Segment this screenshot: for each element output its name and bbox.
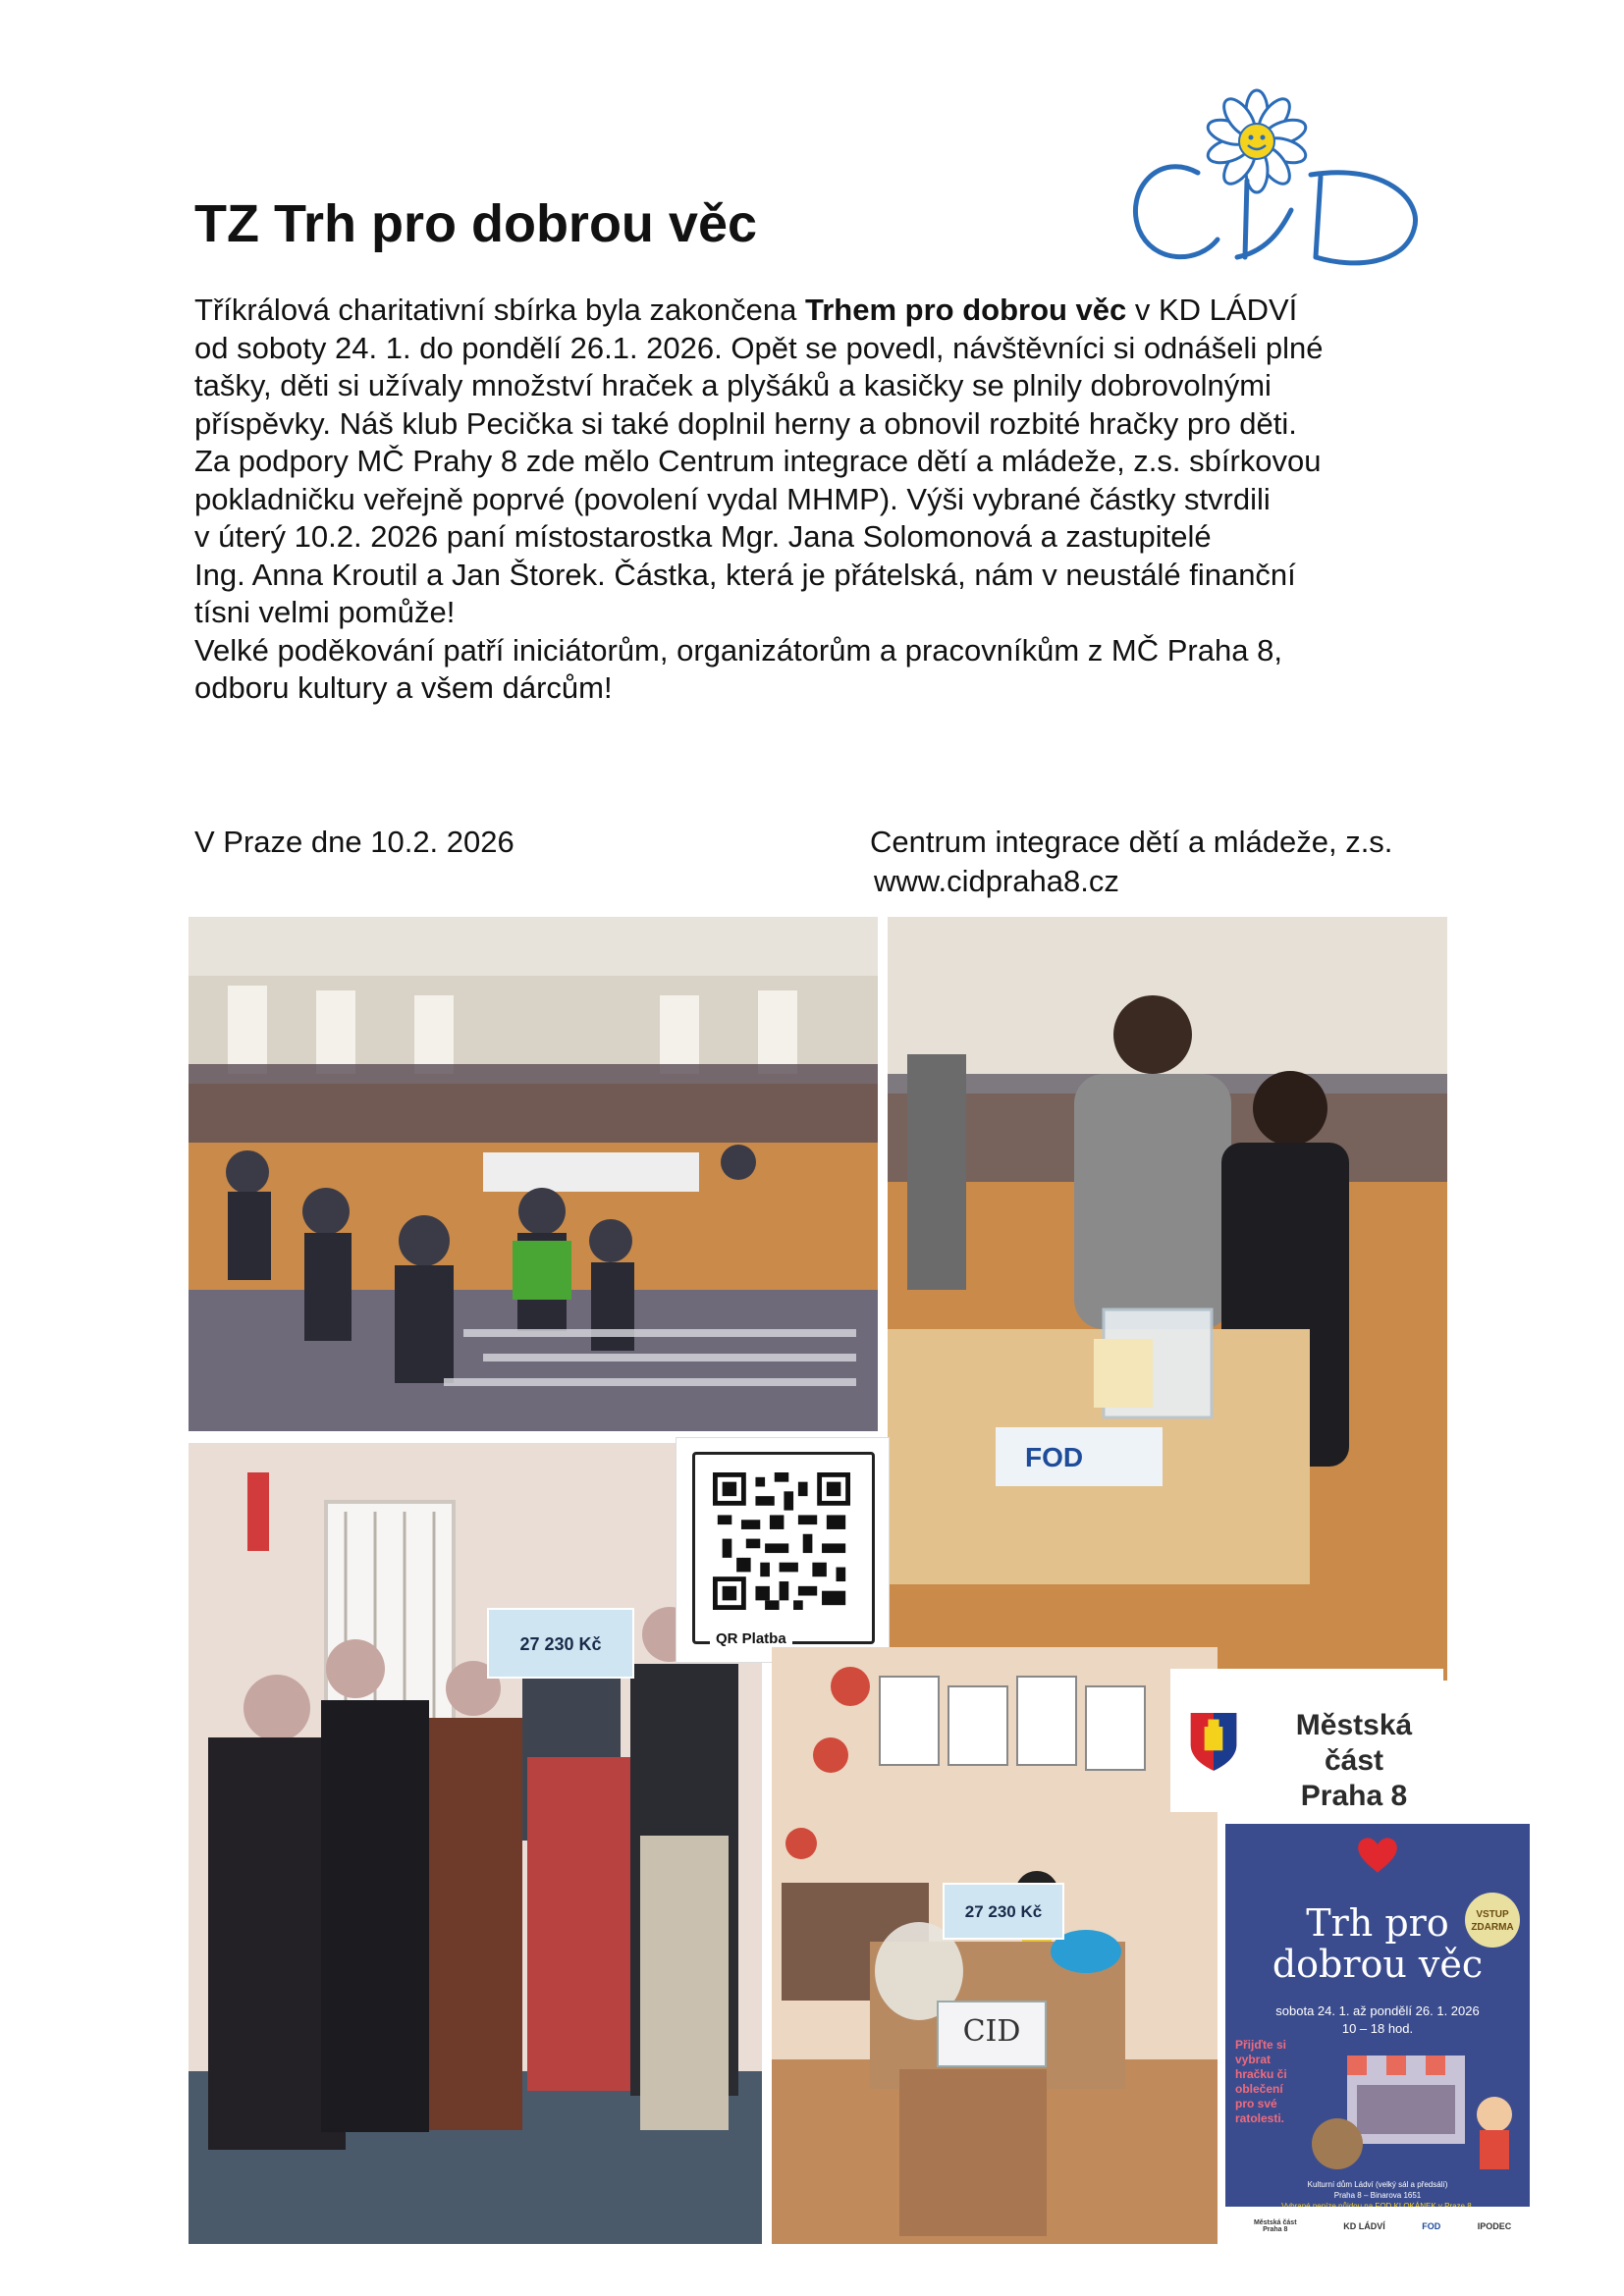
cheque-amount: 27 230 Kč bbox=[964, 1902, 1043, 1921]
photo-donation-box bbox=[888, 917, 1447, 1681]
place-date: V Praze dne 10.2. 2026 bbox=[194, 825, 514, 859]
poster-illustration bbox=[1308, 2046, 1524, 2173]
poster-venue: Kulturní dům Ládví (velký sál a předsálí) Praha 8 – Binarova 1651 bbox=[1307, 2180, 1448, 2200]
partner-logo: FOD bbox=[1422, 2221, 1441, 2231]
event-name: Trhem pro dobrou věc bbox=[805, 293, 1127, 327]
page-title: TZ Trh pro dobrou věc bbox=[194, 194, 758, 253]
qr-payment-card[interactable] bbox=[676, 1437, 890, 1663]
district-logo bbox=[1170, 1669, 1443, 1812]
free-entry-badge: VSTUP ZDARMA bbox=[1465, 1893, 1520, 1948]
photo-market-hall bbox=[189, 917, 878, 1431]
qr-label: QR Platba bbox=[710, 1630, 792, 1647]
poster-title: Trh pro dobrou věc bbox=[1272, 1901, 1484, 1986]
donation-cheque bbox=[487, 1608, 634, 1679]
body-line: od soboty 24. 1. do pondělí 26.1. 2026. Opět se povedl, návštěvníci si odnášeli plné bbox=[194, 330, 1324, 365]
body-line: tísni velmi pomůže! bbox=[194, 595, 456, 629]
body-line: pokladničku veřejně poprvé (povolení vydal MHMP). Výši vybrané částky stvrdili bbox=[194, 481, 1271, 516]
body-line: Ing. Anna Kroutil a Jan Štorek. Částka, která je přátelská, nám v neustálé finanční bbox=[194, 557, 1296, 592]
body-line: Tříkrálová charitativní sbírka byla zakončena Trhem pro dobrou věc v KD LÁDVÍ bbox=[194, 293, 1298, 327]
press-release-body bbox=[194, 292, 1471, 708]
event-poster bbox=[1225, 1824, 1530, 2246]
collection-box-label: CID bbox=[937, 2001, 1047, 2067]
poster-dates: sobota 24. 1. až pondělí 26. 1. 2026 10 – 18 hod. bbox=[1275, 2003, 1480, 2036]
body-line: v úterý 10.2. 2026 paní místostarostka Mgr. Jana Solomonová a zastupitelé bbox=[194, 519, 1212, 554]
district-name: Městská část Praha 8 bbox=[1295, 1709, 1413, 1812]
donation-cheque bbox=[943, 1883, 1064, 1940]
website-link[interactable]: www.cidpraha8.cz bbox=[874, 864, 1119, 898]
qr-code-icon bbox=[713, 1472, 850, 1610]
daisy-icon bbox=[1205, 90, 1309, 192]
partner-logo: KD LÁDVÍ bbox=[1343, 2221, 1385, 2231]
poster-invitation: Přijďte si vybrat hračku či oblečení pro své ratolesti. bbox=[1235, 2038, 1287, 2125]
body-line: odboru kultury a všem dárcům! bbox=[194, 670, 613, 705]
cid-logo bbox=[1119, 82, 1434, 279]
body-line: tašky, děti si užívaly množství hraček a plyšáků a kasičky se plnily dobrovolnými bbox=[194, 368, 1272, 402]
partner-logo: IPODEC bbox=[1477, 2221, 1512, 2231]
coat-of-arms-icon bbox=[1186, 1708, 1241, 1773]
organization-name: Centrum integrace dětí a mládeže, z.s. bbox=[870, 825, 1393, 859]
cheque-amount: 27 230 Kč bbox=[519, 1634, 602, 1654]
poster-partner-logos bbox=[1225, 2207, 1530, 2246]
body-line: Velké poděkování patří iniciátorům, organizátorům a pracovníkům z MČ Praha 8, bbox=[194, 632, 1282, 667]
partner-logo: Městská část Praha 8 bbox=[1253, 2219, 1297, 2233]
body-line: příspěvky. Náš klub Pecička si také doplnil herny a obnovil rozbité hračky pro děti. bbox=[194, 405, 1297, 441]
qr-frame bbox=[692, 1452, 875, 1644]
body-line: Za podpory MČ Prahy 8 zde mělo Centrum integrace dětí a mládeže, z.s. sbírkovou bbox=[194, 444, 1322, 478]
photo-collected-toys bbox=[772, 1647, 1218, 2244]
svg-text:FOD: FOD bbox=[1025, 1442, 1084, 1472]
signature-block bbox=[870, 823, 1392, 901]
heart-icon bbox=[1356, 1836, 1399, 1875]
